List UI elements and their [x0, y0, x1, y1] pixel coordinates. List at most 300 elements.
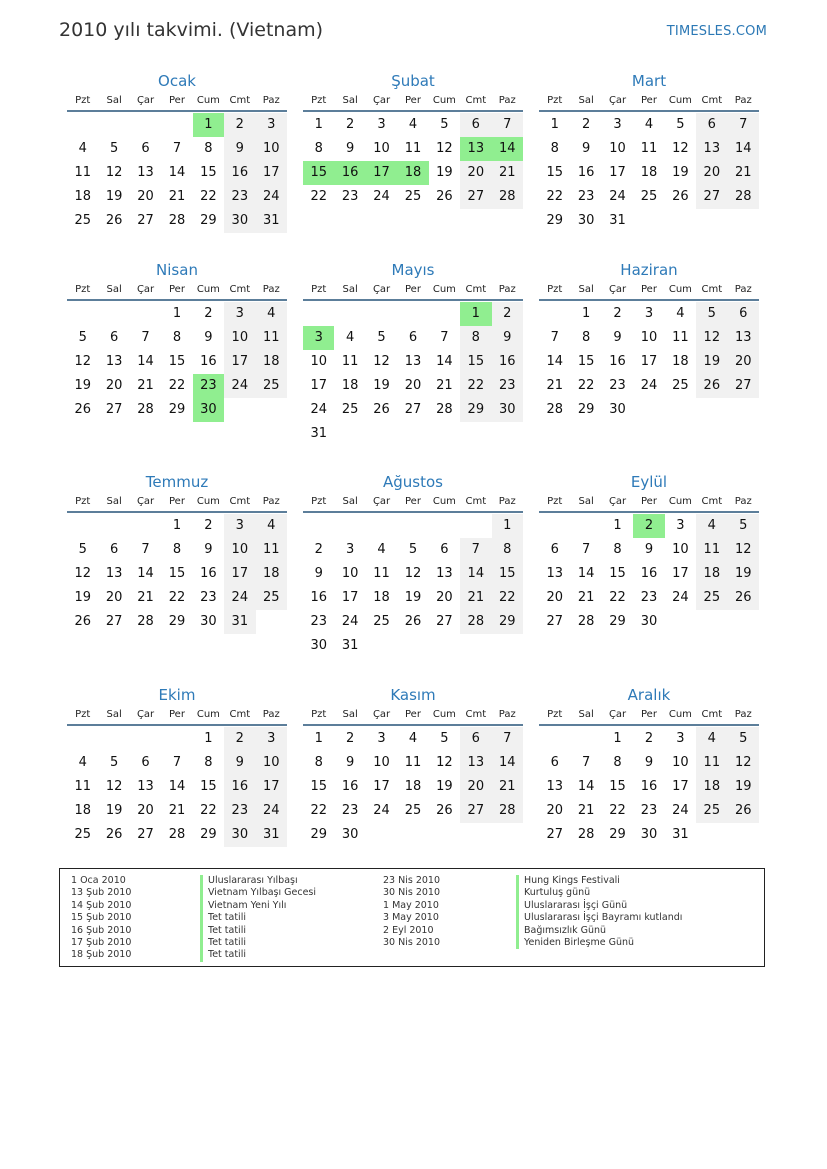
weekday-label: Pzt — [75, 709, 91, 720]
day-cell: 3 — [224, 514, 255, 538]
weekday-label: Cmt — [465, 284, 487, 295]
day-cell: 15 — [546, 165, 563, 180]
weekday-label: Cum — [668, 95, 692, 106]
day-cell: 12 — [373, 354, 390, 369]
day-cell: 14 — [436, 354, 453, 369]
weekday-label: Pzt — [311, 496, 327, 507]
weekday-header — [67, 91, 287, 112]
weekday-label: Paz — [262, 496, 280, 507]
day-cell: 25 — [256, 586, 287, 610]
day-grid — [67, 514, 287, 658]
day-cell: 14 — [460, 562, 491, 586]
weekday-label: Per — [169, 95, 185, 106]
day-cell: 28 — [546, 402, 563, 417]
day-cell: 17 — [672, 779, 689, 794]
day-cell: 25 — [256, 374, 287, 398]
day-cell: 2 — [204, 518, 213, 533]
month-name: Haziran — [620, 261, 678, 279]
day-cell: 7 — [581, 755, 591, 770]
day-cell: 21 — [168, 803, 186, 818]
day-cell: 7 — [172, 141, 182, 156]
day-cell: 9 — [644, 542, 654, 557]
day-cell: 6 — [109, 330, 119, 345]
day-cell: 12 — [74, 354, 91, 369]
day-cell: 6 — [728, 302, 759, 326]
day-cell: 17 — [341, 590, 359, 605]
day-cell: 2 — [224, 727, 255, 751]
weekday-label: Per — [405, 709, 421, 720]
day-cell: 7 — [141, 330, 150, 345]
month-name: Kasım — [390, 686, 436, 704]
day-cell: 6 — [550, 755, 559, 770]
day-cell: 3 — [676, 518, 685, 533]
day-cell: 1 — [314, 731, 323, 746]
weekday-label: Paz — [498, 95, 516, 106]
day-cell: 14 — [492, 751, 523, 775]
day-cell: 28 — [137, 402, 154, 417]
day-cell: 8 — [492, 538, 523, 562]
day-cell: 24 — [373, 803, 390, 818]
day-cell: 30 — [492, 398, 523, 422]
day-cell: 8 — [314, 141, 323, 156]
month-7 — [303, 472, 523, 658]
weekday-label: Paz — [734, 496, 752, 507]
weekday-label: Per — [169, 284, 185, 295]
day-cell: 16 — [640, 566, 658, 581]
day-cell: 22 — [310, 803, 327, 818]
legend-date: 2 Eyl 2010 — [383, 924, 434, 936]
weekday-header — [539, 280, 759, 301]
day-grid — [303, 113, 523, 257]
day-cell: 9 — [345, 141, 355, 156]
day-cell: 22 — [460, 374, 491, 398]
day-cell: 29 — [609, 614, 626, 629]
day-cell: 3 — [224, 302, 255, 326]
day-cell: 13 — [404, 354, 422, 369]
day-cell: 2 — [581, 117, 591, 132]
weekday-label: Per — [641, 709, 657, 720]
weekday-header — [303, 492, 523, 513]
weekday-label: Pzt — [547, 496, 563, 507]
weekday-header — [303, 280, 523, 301]
day-cell: 21 — [137, 378, 154, 393]
legend-date: 17 Şub 2010 — [71, 936, 132, 948]
weekday-label: Çar — [372, 496, 391, 507]
day-cell: 18 — [256, 562, 287, 586]
weekday-label: Cum — [432, 709, 456, 720]
day-grid — [303, 302, 523, 446]
weekday-header — [539, 91, 759, 112]
day-cell: 4 — [345, 330, 355, 345]
weekday-label: Cmt — [465, 95, 487, 106]
day-cell: 23 — [577, 189, 595, 204]
weekday-label: Per — [641, 284, 657, 295]
day-cell: 18 — [74, 189, 91, 204]
day-cell: 18 — [696, 775, 727, 799]
day-cell: 12 — [696, 326, 727, 350]
legend-date: 23 Nis 2010 — [383, 875, 440, 886]
legend-holiday-name: Hung Kings Festivali — [516, 875, 682, 887]
weekday-label: Cmt — [229, 496, 251, 507]
day-cell: 22 — [168, 590, 186, 605]
day-cell: 5 — [109, 141, 119, 156]
weekday-label: Cmt — [465, 709, 487, 720]
legend-holiday-name: Uluslararası İşçi Günü — [516, 900, 682, 912]
month-name: Mayıs — [391, 261, 435, 279]
day-cell: 17 — [256, 775, 287, 799]
day-cell: 17 — [672, 566, 689, 581]
day-cell: 4 — [408, 731, 418, 746]
day-cell: 26 — [404, 614, 422, 629]
day-cell: 23 — [492, 374, 523, 398]
weekday-label: Paz — [262, 709, 280, 720]
weekday-label: Sal — [342, 709, 358, 720]
day-cell: 8 — [460, 326, 491, 350]
weekday-label: Per — [405, 496, 421, 507]
day-cell: 24 — [310, 402, 327, 417]
weekday-label: Sal — [342, 496, 358, 507]
day-cell: 25 — [696, 586, 727, 610]
day-cell: 27 — [696, 185, 727, 209]
day-cell: 10 — [672, 542, 689, 557]
day-cell: 14 — [577, 779, 595, 794]
day-cell: 30 — [609, 402, 626, 417]
day-cell: 31 — [256, 209, 287, 233]
day-cell: 19 — [404, 590, 422, 605]
legend-date: 1 Oca 2010 — [71, 875, 126, 886]
weekday-label: Paz — [734, 709, 752, 720]
day-cell: 17 — [373, 779, 390, 794]
weekday-label: Çar — [136, 284, 155, 295]
day-cell: 17 — [224, 562, 255, 586]
day-cell: 29 — [546, 213, 563, 228]
day-cell: 31 — [310, 426, 327, 441]
day-cell: 24 — [224, 374, 255, 398]
day-cell: 12 — [436, 755, 453, 770]
legend-holiday-name: Tet tatili — [200, 925, 316, 937]
day-cell: 15 — [577, 354, 595, 369]
day-cell: 16 — [577, 165, 595, 180]
day-cell: 9 — [204, 330, 213, 345]
day-cell: 17 — [609, 165, 626, 180]
day-cell: 30 — [310, 638, 327, 653]
day-cell: 11 — [404, 141, 422, 156]
weekday-label: Cmt — [229, 95, 251, 106]
day-cell: 26 — [105, 213, 123, 228]
day-cell: 19 — [105, 189, 123, 204]
month-name: Mart — [631, 72, 667, 90]
day-cell: 26 — [74, 402, 91, 417]
site-link[interactable]: TIMESLES.COM — [666, 24, 767, 39]
day-cell: 14 — [577, 566, 595, 581]
month-name: Ekim — [158, 686, 196, 704]
day-cell: 27 — [404, 402, 422, 417]
weekday-label: Çar — [372, 284, 391, 295]
day-cell: 19 — [728, 775, 759, 799]
day-cell: 8 — [550, 141, 559, 156]
day-cell: 9 — [644, 755, 654, 770]
day-cell: 19 — [436, 779, 453, 794]
day-cell: 8 — [613, 755, 622, 770]
day-cell: 20 — [546, 803, 563, 818]
day-cell: 5 — [728, 727, 759, 751]
day-cell: 17 — [640, 354, 658, 369]
day-cell: 6 — [696, 113, 727, 137]
day-cell: 7 — [440, 330, 449, 345]
day-cell: 21 — [460, 586, 491, 610]
month-name: Şubat — [391, 72, 435, 90]
day-cell: 1 — [581, 306, 591, 321]
day-cell: 29 — [168, 614, 186, 629]
weekday-label: Per — [405, 95, 421, 106]
day-cell: 10 — [224, 538, 255, 562]
day-cell: 15 — [200, 779, 217, 794]
day-cell: 14 — [137, 354, 154, 369]
day-cell: 6 — [109, 542, 119, 557]
day-cell: 18 — [696, 562, 727, 586]
day-cell: 11 — [74, 779, 91, 794]
day-cell: 28 — [728, 185, 759, 209]
legend-date: 13 Şub 2010 — [71, 887, 132, 899]
day-cell: 6 — [460, 727, 491, 751]
weekday-label: Cum — [668, 284, 692, 295]
day-cell: 21 — [168, 189, 186, 204]
month-name: Temmuz — [145, 473, 209, 491]
day-cell: 9 — [613, 330, 622, 345]
day-cell: 19 — [696, 350, 727, 374]
day-cell: 25 — [341, 402, 359, 417]
day-cell: 3 — [256, 113, 287, 137]
legend-holiday-name: Yeniden Birleşme Günü — [516, 937, 682, 949]
holiday-day-cell: 1 — [460, 302, 491, 326]
day-cell: 28 — [137, 614, 154, 629]
weekday-label: Per — [405, 284, 421, 295]
day-cell: 10 — [672, 755, 689, 770]
weekday-label: Pzt — [75, 284, 91, 295]
day-cell: 25 — [640, 189, 658, 204]
day-cell: 20 — [137, 189, 154, 204]
legend-holiday-name: Vietnam Yeni Yılı — [200, 900, 316, 912]
day-cell: 21 — [137, 590, 154, 605]
day-cell: 16 — [640, 779, 658, 794]
day-cell: 5 — [408, 542, 418, 557]
day-cell: 7 — [492, 727, 523, 751]
day-cell: 15 — [168, 354, 186, 369]
day-cell: 3 — [345, 542, 355, 557]
day-cell: 27 — [460, 799, 491, 823]
day-cell: 9 — [224, 137, 255, 161]
day-cell: 4 — [256, 514, 287, 538]
day-cell: 24 — [609, 189, 626, 204]
day-cell: 13 — [546, 779, 563, 794]
day-cell: 7 — [492, 113, 523, 137]
day-cell: 14 — [728, 137, 759, 161]
day-cell: 4 — [377, 542, 386, 557]
day-cell: 21 — [492, 161, 523, 185]
legend-date: 16 Şub 2010 — [71, 924, 132, 936]
day-cell: 10 — [310, 354, 327, 369]
day-cell: 10 — [341, 566, 359, 581]
day-cell: 28 — [577, 614, 595, 629]
holiday-day-cell: 13 — [460, 137, 491, 161]
day-cell: 11 — [672, 330, 689, 345]
day-cell: 27 — [546, 614, 563, 629]
weekday-label: Pzt — [75, 496, 91, 507]
month-5 — [539, 260, 759, 446]
month-name: Aralık — [627, 686, 671, 704]
legend-holiday-name: Tet tatili — [200, 949, 316, 961]
day-cell: 13 — [546, 566, 563, 581]
day-cell: 8 — [172, 542, 182, 557]
day-cell: 31 — [341, 638, 359, 653]
holiday-day-cell: 30 — [193, 398, 224, 422]
weekday-label: Sal — [342, 284, 358, 295]
day-cell: 3 — [377, 731, 386, 746]
day-cell: 22 — [168, 378, 186, 393]
day-cell: 3 — [676, 731, 685, 746]
day-cell: 12 — [74, 566, 91, 581]
legend-holiday-name: Uluslararası Yılbaşı — [200, 875, 316, 887]
day-cell: 18 — [256, 350, 287, 374]
day-cell: 22 — [609, 590, 626, 605]
day-cell: 11 — [373, 566, 390, 581]
day-cell: 18 — [672, 354, 689, 369]
weekday-label: Paz — [734, 95, 752, 106]
day-cell: 29 — [460, 398, 491, 422]
day-cell: 20 — [460, 161, 491, 185]
weekday-label: Çar — [608, 95, 627, 106]
day-cell: 20 — [728, 350, 759, 374]
legend-date: 1 May 2010 — [383, 899, 439, 911]
holiday-day-cell: 14 — [492, 137, 523, 161]
day-cell: 3 — [256, 727, 287, 751]
day-cell: 13 — [436, 566, 453, 581]
day-cell: 11 — [256, 326, 287, 350]
day-cell: 8 — [581, 330, 591, 345]
day-cell: 19 — [74, 590, 91, 605]
day-cell: 25 — [696, 799, 727, 823]
month-2 — [539, 71, 759, 257]
day-cell: 23 — [640, 590, 658, 605]
holiday-day-cell: 23 — [193, 374, 224, 398]
weekday-label: Paz — [498, 709, 516, 720]
weekday-label: Pzt — [547, 95, 563, 106]
weekday-label: Cum — [196, 709, 220, 720]
page-title: 2010 yılı takvimi. (Vietnam) — [59, 19, 324, 41]
day-cell: 20 — [105, 378, 123, 393]
day-cell: 26 — [672, 189, 689, 204]
day-cell: 23 — [310, 614, 327, 629]
day-cell: 11 — [404, 755, 422, 770]
legend-date: 30 Nis 2010 — [383, 887, 440, 899]
day-cell: 26 — [105, 827, 123, 842]
day-cell: 28 — [168, 213, 186, 228]
day-cell: 25 — [404, 189, 422, 204]
legend-holiday-name: Tet tatili — [200, 937, 316, 949]
day-cell: 22 — [609, 803, 626, 818]
holiday-legend — [59, 868, 765, 967]
weekday-header — [303, 91, 523, 112]
day-cell: 7 — [728, 113, 759, 137]
month-4 — [303, 260, 523, 446]
month-name: Nisan — [156, 261, 198, 279]
legend-holiday-name: Tet tatili — [200, 912, 316, 924]
day-grid — [539, 727, 759, 871]
day-cell: 12 — [404, 566, 422, 581]
day-cell: 3 — [644, 306, 654, 321]
weekday-label: Paz — [498, 284, 516, 295]
day-cell: 31 — [609, 213, 626, 228]
day-cell: 26 — [74, 614, 91, 629]
weekday-label: Cum — [432, 284, 456, 295]
holiday-day-cell: 17 — [366, 161, 397, 185]
weekday-label: Cum — [668, 709, 692, 720]
day-cell: 27 — [436, 614, 453, 629]
weekday-label: Çar — [608, 496, 627, 507]
weekday-label: Sal — [106, 284, 122, 295]
weekday-label: Çar — [136, 95, 155, 106]
day-cell: 6 — [408, 330, 418, 345]
day-grid — [67, 727, 287, 871]
day-cell: 1 — [204, 731, 213, 746]
day-cell: 20 — [546, 590, 563, 605]
weekday-label: Cum — [432, 496, 456, 507]
day-cell: 21 — [728, 161, 759, 185]
day-cell: 31 — [224, 610, 255, 634]
weekday-label: Paz — [262, 284, 280, 295]
weekday-label: Per — [641, 95, 657, 106]
day-cell: 10 — [640, 330, 658, 345]
day-cell: 5 — [78, 330, 87, 345]
day-cell: 4 — [644, 117, 654, 132]
day-cell: 1 — [314, 117, 323, 132]
weekday-label: Çar — [608, 709, 627, 720]
day-cell: 18 — [640, 165, 658, 180]
day-grid — [539, 113, 759, 257]
day-cell: 5 — [676, 117, 685, 132]
day-cell: 15 — [492, 562, 523, 586]
day-cell: 16 — [224, 775, 255, 799]
weekday-label: Sal — [342, 95, 358, 106]
day-cell: 11 — [696, 751, 727, 775]
day-cell: 27 — [728, 374, 759, 398]
holiday-day-cell: 2 — [633, 514, 664, 538]
day-cell: 13 — [696, 137, 727, 161]
day-cell: 28 — [492, 185, 523, 209]
day-cell: 16 — [310, 590, 327, 605]
weekday-label: Çar — [136, 709, 155, 720]
day-cell: 25 — [74, 827, 91, 842]
day-cell: 29 — [492, 610, 523, 634]
day-cell: 23 — [200, 590, 217, 605]
day-cell: 5 — [377, 330, 386, 345]
weekday-label: Per — [641, 496, 657, 507]
day-cell: 28 — [436, 402, 453, 417]
day-cell: 26 — [373, 402, 390, 417]
day-cell: 26 — [436, 803, 453, 818]
day-cell: 12 — [728, 538, 759, 562]
legend-holiday-name: Kurtuluş günü — [516, 887, 682, 899]
day-cell: 29 — [609, 827, 626, 842]
day-cell: 30 — [224, 823, 255, 847]
weekday-header — [67, 705, 287, 726]
day-cell: 16 — [200, 354, 217, 369]
day-cell: 14 — [168, 779, 186, 794]
day-cell: 17 — [224, 350, 255, 374]
month-6 — [67, 472, 287, 658]
day-cell: 24 — [256, 185, 287, 209]
weekday-label: Çar — [372, 95, 391, 106]
